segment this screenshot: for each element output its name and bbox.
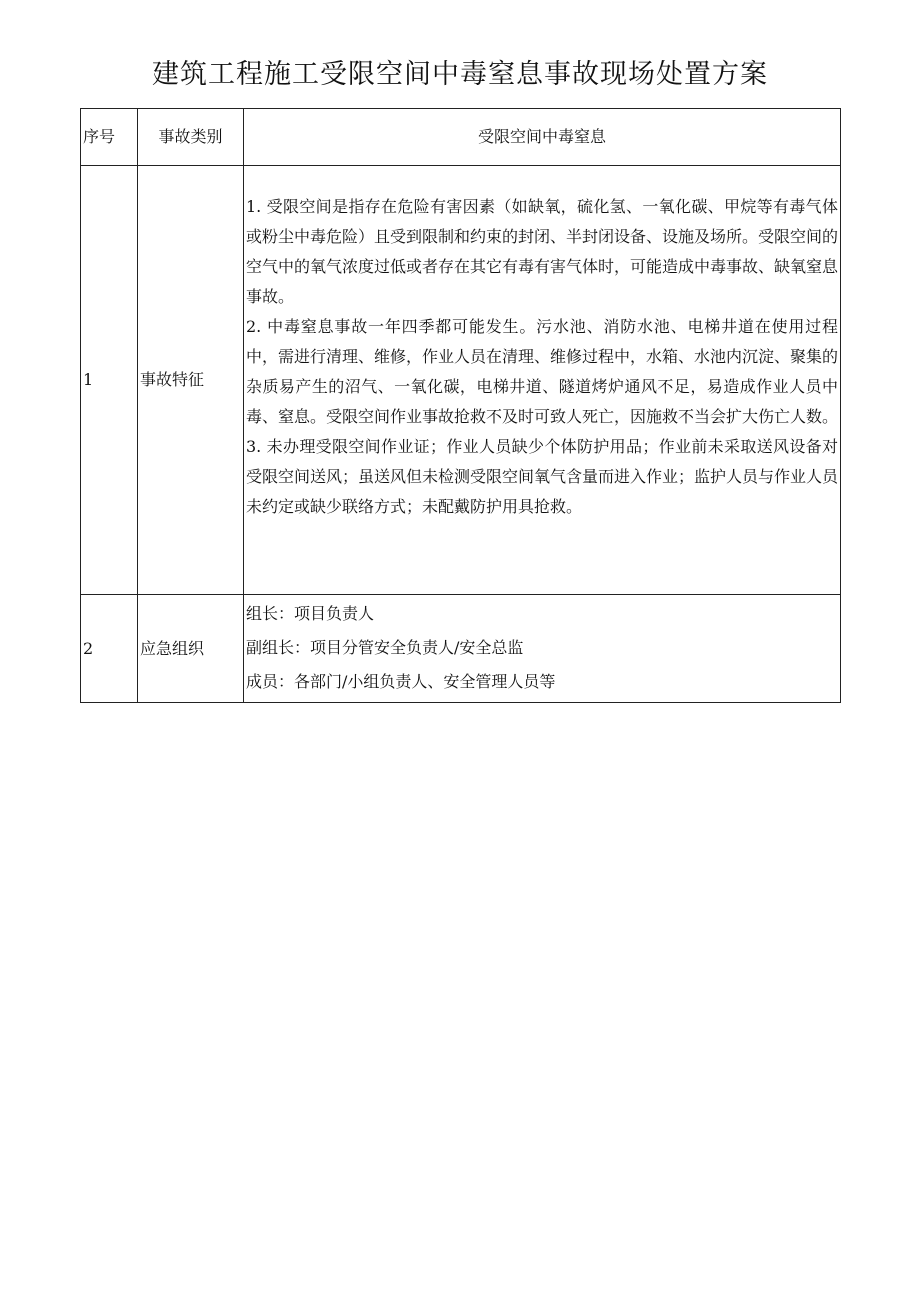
content-paragraph: 副组长：项目分管安全负责人/安全总监 [246,638,524,657]
header-accident-category: 事故类别 [138,109,244,166]
content-paragraph: 组长：项目负责人 [246,604,375,623]
content-paragraph: 3. 未办理受限空间作业证；作业人员缺少个体防护用品；作业前未采取送风设备对受限空间送风；虽送风但未检测受限空间氧气含量而进入作业；监护人员与作业人员未约定或缺少联络方式；未配戴防护用具抢救。 [246,437,839,516]
disposal-plan-table [80,108,841,703]
header-accident-type: 受限空间中毒窒息 [244,109,841,166]
row-number: 1 [81,166,138,595]
row-content [244,595,841,703]
content-paragraph: 2. 中毒窒息事故一年四季都可能发生。污水池、消防水池、电梯井道在使用过程中，需进行清理、维修，作业人员在清理、维修过程中，水箱、水池内沉淀、聚集的杂质易产生的沼气、一氧化碳，电梯井道、隧道烤炉通风不足，易造成作业人员中毒、窒息。受限空间作业事故抢救不及时可致人死亡，因施救不当会扩大伤亡人数。 [246,317,839,426]
header-serial-number: 序号 [81,109,138,166]
document-title: 建筑工程施工受限空间中毒窒息事故现场处置方案 [152,59,768,90]
table-header-row [81,109,841,166]
content-paragraph: 成员：各部门/小组负责人、安全管理人员等 [246,672,556,691]
content-paragraph: 1. 受限空间是指存在危险有害因素（如缺氧，硫化氢、一氧化碳、甲烷等有毒气体或粉尘中毒危险）且受到限制和约束的封闭、半封闭设备、设施及场所。受限空间的空气中的氧气浓度过低或者存在其它有毒有害气体时，可能造成中毒事故、缺氧窒息事故。 [246,197,839,306]
row-category: 事故特征 [138,166,244,595]
row-category: 应急组织 [138,595,244,703]
row-content [244,166,841,595]
table-row [81,595,841,703]
row-number: 2 [81,595,138,703]
table-row [81,166,841,595]
